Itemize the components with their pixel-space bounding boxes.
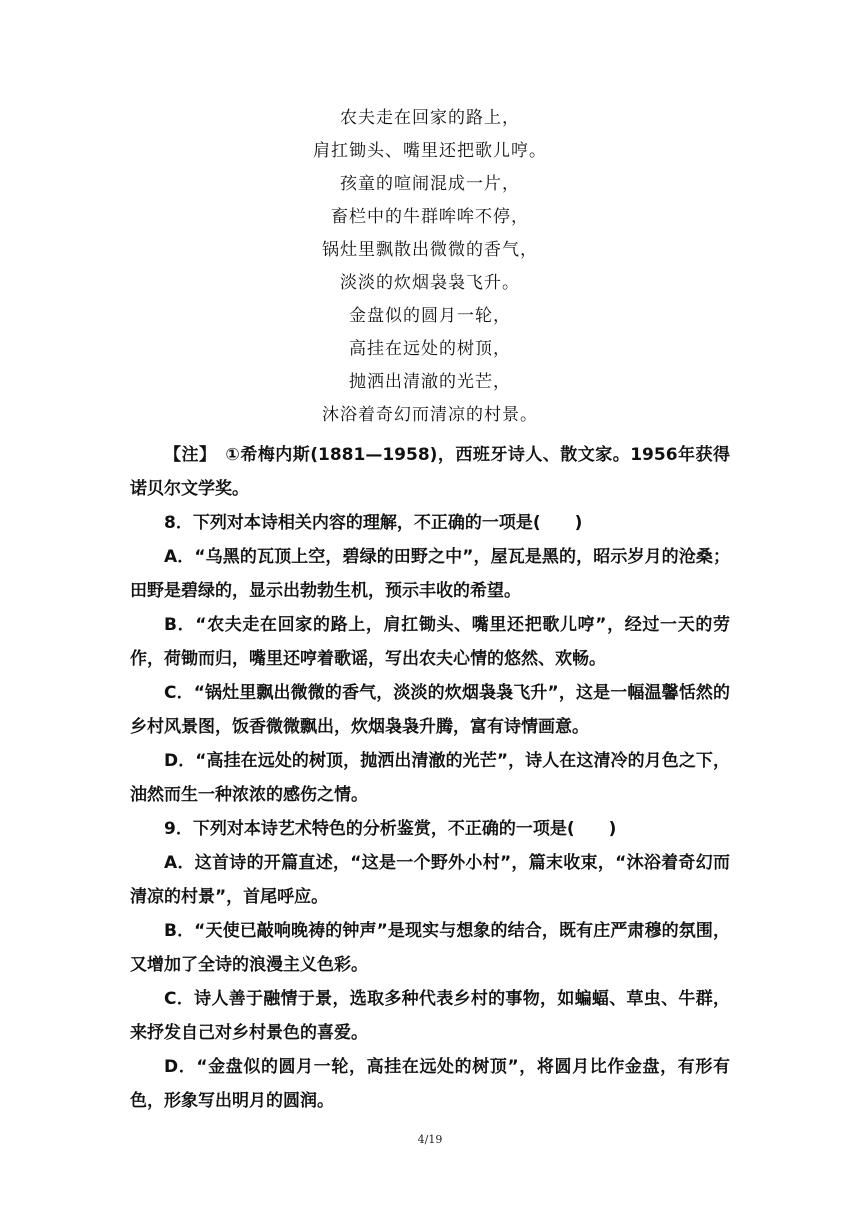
poem-line: 畜栏中的牛群哞哞不停， (331, 207, 529, 227)
page-number: 4/19 (417, 1133, 443, 1146)
question-8-option-a: A．“乌黑的瓦顶上空，碧绿的田野之中”，屋瓦是黑的，昭示岁月的沧桑；田野是碧绿的，显示出勃勃生机，预示丰收的希望。 (130, 547, 730, 601)
question-9-option-d: D．“金盘似的圆月一轮，高挂在远处的树顶”，将圆月比作金盘，有形有色，形象写出明月的圆润。 (130, 1057, 730, 1111)
poem-line: 孩童的喧闹混成一片， (340, 174, 520, 194)
poem-line: 高挂在远处的树顶， (349, 339, 511, 359)
question-9-option-b: B．“天使已敲响晚祷的钟声”是现实与想象的结合，既有庄严肃穆的氛围，又增加了全诗的浪漫主义色彩。 (130, 921, 730, 975)
poem-line: 农夫走在回家的路上， (340, 108, 520, 128)
question-9-option-c: C．诗人善于融情于景，选取多种代表乡村的事物，如蝙蝠、草虫、牛群，来抒发自己对乡村景色的喜爱。 (130, 989, 730, 1043)
poem-line: 金盘似的圆月一轮， (349, 306, 511, 326)
poem-line: 锅灶里飘散出微微的香气， (322, 240, 538, 260)
question-8-option-d: D．“高挂在远处的树顶，抛洒出清澈的光芒”，诗人在这清冷的月色之下，油然而生一种浓浓的感伤之情。 (130, 751, 730, 805)
poem-line: 肩扛锄头、嘴里还把歌儿哼。 (313, 141, 547, 161)
question-9-option-a: A．这首诗的开篇直述，“这是一个野外小村”，篇末收束，“沐浴着奇幻而清凉的村景”，首尾呼应。 (130, 853, 730, 907)
footnote: 【注】 ①希梅内斯(1881—1958)，西班牙诗人、散文家。1956年获得诺贝尔文学奖。 (130, 445, 730, 499)
poem-line: 沐浴着奇幻而清凉的村景。 (322, 405, 538, 425)
question-8-stem: 8．下列对本诗相关内容的理解，不正确的一项是( ) (164, 513, 583, 533)
poem-block (0, 102, 860, 432)
poem-line: 抛洒出清澈的光芒， (349, 372, 511, 392)
question-8-option-c: C．“锅灶里飘出微微的香气，淡淡的炊烟袅袅飞升”，这是一幅温馨恬然的乡村风景图，饭香微微飘出，炊烟袅袅升腾，富有诗情画意。 (130, 683, 730, 737)
question-9-stem: 9．下列对本诗艺术特色的分析鉴赏，不正确的一项是( ) (164, 819, 617, 839)
question-section (130, 438, 730, 1118)
poem-line: 淡淡的炊烟袅袅飞升。 (340, 273, 520, 293)
question-8-option-b: B．“农夫走在回家的路上，肩扛锄头、嘴里还把歌儿哼”，经过一天的劳作，荷锄而归，嘴里还哼着歌谣，写出农夫心情的悠然、欢畅。 (130, 615, 730, 669)
